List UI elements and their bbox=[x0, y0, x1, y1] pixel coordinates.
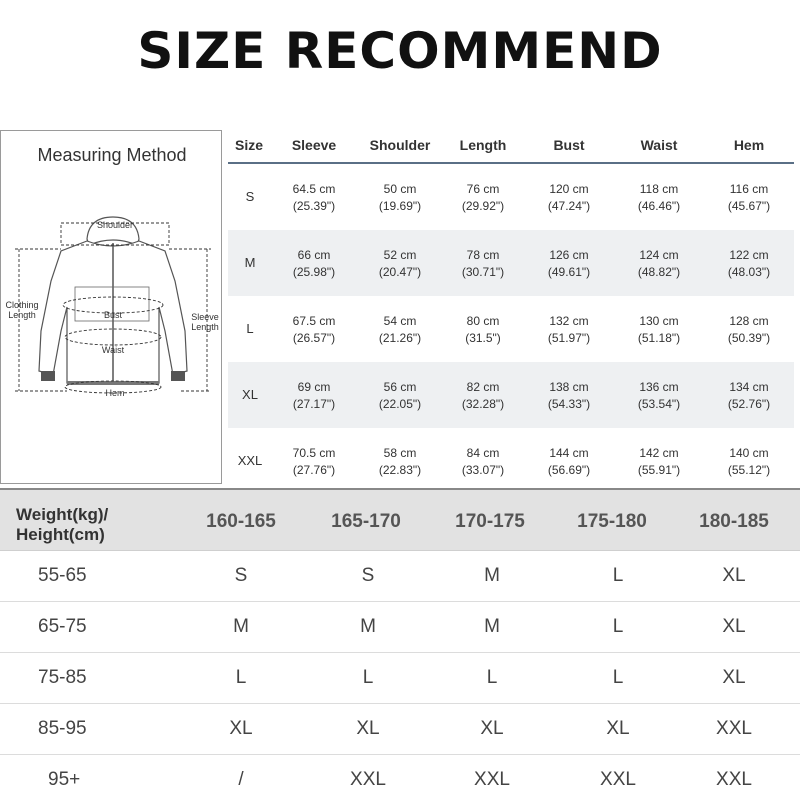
recommend-cell: S bbox=[234, 565, 248, 586]
cell-length: 84 cm (33.07") bbox=[461, 446, 505, 477]
label-shoulder: Shoulder bbox=[96, 220, 134, 230]
size-row-xxl bbox=[228, 428, 794, 494]
cell-bust: 126 cm (49.61") bbox=[547, 248, 591, 279]
recommend-cell: M bbox=[360, 616, 376, 637]
cell-waist: 142 cm (55.91") bbox=[637, 446, 681, 477]
recommend-cell: XL bbox=[229, 718, 253, 739]
weight-label: 85-95 bbox=[38, 718, 87, 739]
cell-bust: 120 cm (47.24") bbox=[547, 182, 591, 213]
cell-waist: 130 cm (51.18") bbox=[637, 314, 681, 345]
cell-shoulder: 50 cm (19.69") bbox=[378, 182, 422, 213]
cell-waist: 118 cm (46.46") bbox=[637, 182, 681, 213]
label-sleeve-length-1: Sleeve bbox=[191, 312, 219, 322]
size-row-s bbox=[228, 164, 794, 230]
cell-bust: 138 cm (54.33") bbox=[547, 380, 591, 411]
header-bust: Bust bbox=[553, 137, 585, 153]
cell-shoulder: 54 cm (21.26") bbox=[378, 314, 422, 345]
cell-bust: 144 cm (56.69") bbox=[547, 446, 591, 477]
recommend-cell: L bbox=[486, 667, 498, 688]
recommend-cell: XXL bbox=[474, 769, 510, 790]
recommend-cell: XXL bbox=[600, 769, 636, 790]
cell-sleeve: 66 cm (25.98") bbox=[292, 248, 336, 279]
cell-sleeve: 64.5 cm (25.39") bbox=[292, 182, 336, 213]
recommend-cell: XL bbox=[356, 718, 380, 739]
cell-length: 80 cm (31.5") bbox=[465, 314, 501, 345]
recommend-cell: XL bbox=[722, 565, 746, 586]
label-clothing-length-2: Length bbox=[8, 310, 36, 320]
size-row-xl bbox=[228, 362, 794, 428]
recommend-cell: L bbox=[362, 667, 374, 688]
weight-label: 75-85 bbox=[38, 667, 87, 688]
cell-length: 82 cm (32.28") bbox=[461, 380, 505, 411]
height-col-160-165: 160-165 bbox=[206, 511, 276, 532]
weight-label: 95+ bbox=[48, 769, 81, 790]
recommend-cell: XXL bbox=[716, 718, 752, 739]
weight-row-85-95 bbox=[0, 704, 800, 755]
header-hem: Hem bbox=[733, 137, 765, 153]
cell-shoulder: 52 cm (20.47") bbox=[378, 248, 422, 279]
cell-hem: 122 cm (48.03") bbox=[727, 248, 771, 279]
size-label: M bbox=[244, 255, 256, 270]
label-hem: Hem bbox=[105, 388, 125, 398]
recommend-cell: L bbox=[612, 565, 624, 586]
recommend-cell: L bbox=[235, 667, 247, 688]
header-sleeve: Sleeve bbox=[291, 137, 337, 153]
cell-hem: 128 cm (50.39") bbox=[727, 314, 771, 345]
label-sleeve-length-2: Length bbox=[191, 322, 219, 332]
recommend-cell: XL bbox=[480, 718, 504, 739]
page-title: SIZE RECOMMEND bbox=[137, 22, 663, 80]
recommend-cell: XXL bbox=[350, 769, 386, 790]
cell-sleeve: 69 cm (27.17") bbox=[292, 380, 336, 411]
recommend-cell: M bbox=[484, 616, 500, 637]
size-row-l bbox=[228, 296, 794, 362]
weight-row-55-65 bbox=[0, 551, 800, 602]
weight-height-corner-label: Weight(kg)/ Height(cm) bbox=[16, 505, 109, 544]
size-label: XXL bbox=[237, 453, 263, 468]
cell-waist: 124 cm (48.82") bbox=[637, 248, 681, 279]
cell-sleeve: 67.5 cm (26.57") bbox=[292, 314, 336, 345]
cell-length: 78 cm (30.71") bbox=[461, 248, 505, 279]
weight-label: 55-65 bbox=[38, 565, 87, 586]
cell-hem: 116 cm (45.67") bbox=[727, 182, 771, 213]
header-shoulder: Shoulder bbox=[369, 137, 431, 153]
recommend-cell: L bbox=[612, 616, 624, 637]
size-measurement-table bbox=[228, 130, 794, 494]
recommend-cell: / bbox=[238, 769, 244, 790]
size-row-m bbox=[228, 230, 794, 296]
header-length: Length bbox=[459, 137, 507, 153]
cell-shoulder: 56 cm (22.05") bbox=[378, 380, 422, 411]
size-label: L bbox=[246, 321, 254, 336]
weight-row-95-plus bbox=[0, 755, 800, 805]
weight-row-75-85 bbox=[0, 653, 800, 704]
label-clothing-length-1: Clothing bbox=[5, 300, 39, 310]
weight-row-65-75 bbox=[0, 602, 800, 653]
recommend-cell: M bbox=[484, 565, 500, 586]
measuring-method-panel bbox=[0, 130, 222, 484]
recommend-cell: S bbox=[361, 565, 375, 586]
size-label: S bbox=[245, 189, 255, 204]
cell-hem: 140 cm (55.12") bbox=[727, 446, 771, 477]
recommend-cell: L bbox=[612, 667, 624, 688]
header-waist: Waist bbox=[640, 137, 678, 153]
recommend-cell: XL bbox=[722, 667, 746, 688]
cell-length: 76 cm (29.92") bbox=[461, 182, 505, 213]
height-col-175-180: 175-180 bbox=[577, 511, 647, 532]
height-col-165-170: 165-170 bbox=[331, 511, 401, 532]
cell-bust: 132 cm (51.97") bbox=[547, 314, 591, 345]
weight-height-header bbox=[0, 488, 800, 551]
cell-waist: 136 cm (53.54") bbox=[637, 380, 681, 411]
recommend-cell: XL bbox=[606, 718, 630, 739]
weight-height-table bbox=[0, 488, 800, 800]
recommend-cell: XXL bbox=[716, 769, 752, 790]
header-size: Size bbox=[234, 137, 264, 153]
recommend-cell: M bbox=[233, 616, 249, 637]
height-col-180-185: 180-185 bbox=[699, 511, 769, 532]
label-waist: Waist bbox=[101, 345, 125, 355]
measuring-method-title: Measuring Method bbox=[37, 145, 187, 165]
cell-shoulder: 58 cm (22.83") bbox=[378, 446, 422, 477]
cell-hem: 134 cm (52.76") bbox=[727, 380, 771, 411]
recommend-cell: XL bbox=[722, 616, 746, 637]
height-col-170-175: 170-175 bbox=[455, 511, 525, 532]
size-table-header bbox=[228, 130, 794, 164]
cell-sleeve: 70.5 cm (27.76") bbox=[292, 446, 336, 477]
label-bust: Bust bbox=[103, 310, 122, 320]
size-label: XL bbox=[242, 387, 258, 402]
weight-label: 65-75 bbox=[38, 616, 87, 637]
